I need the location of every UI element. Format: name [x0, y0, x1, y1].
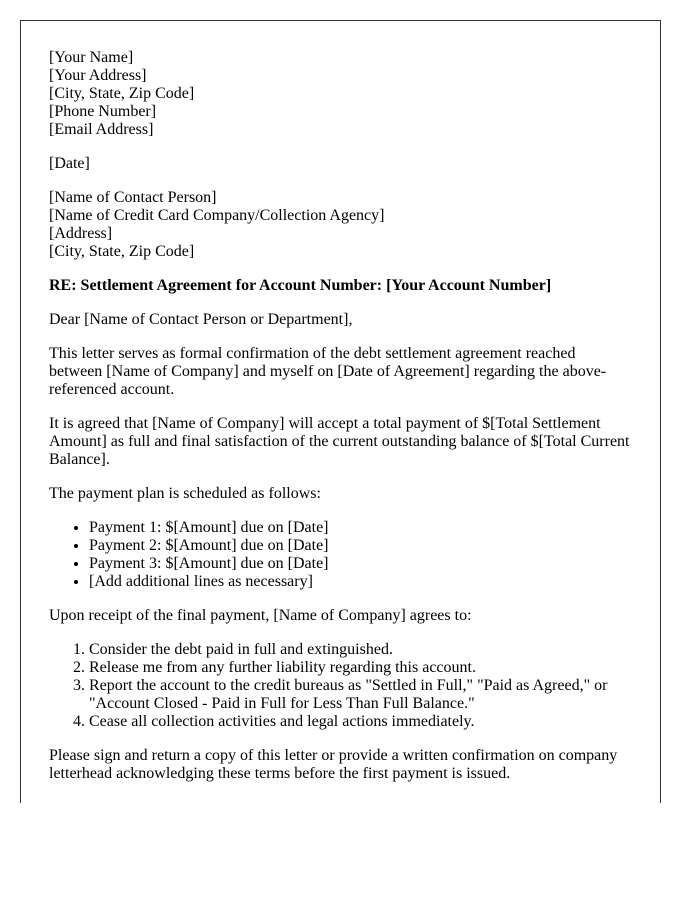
payment-item: • Payment 3: $[Amount] due on [Date]	[89, 555, 632, 573]
term-item: 4. Cease all collection activities and legal actions immediately.	[89, 713, 632, 731]
recipient-city: [City, State, Zip Code]	[49, 243, 195, 260]
payment-plan-intro: The payment plan is scheduled as follows:	[49, 485, 321, 502]
sender-address: [Your Address]	[49, 67, 147, 84]
payment-item: • Payment 1: $[Amount] due on [Date]	[89, 519, 632, 537]
recipient-company: [Name of Credit Card Company/Collection Agency]	[49, 207, 385, 224]
letter-page	[20, 20, 661, 803]
sender-block	[49, 49, 632, 139]
sender-city: [City, State, Zip Code]	[49, 85, 195, 102]
payment-item: • Payment 2: $[Amount] due on [Date]	[89, 537, 632, 555]
sender-phone: [Phone Number]	[49, 103, 157, 120]
paragraph-agreement: It is agreed that [Name of Company] will accept a total payment of $[Total Settlement Amount] as full and final satisfaction of the current outstanding balance of $[Total Current Balance].	[49, 415, 630, 468]
letter-date: [Date]	[49, 155, 90, 172]
term-item: 2. Release me from any further liability regarding this account.	[89, 659, 632, 677]
term-item: 1. Consider the debt paid in full and extinguished.	[89, 641, 632, 659]
sender-email: [Email Address]	[49, 121, 154, 138]
recipient-address: [Address]	[49, 225, 113, 242]
recipient-contact: [Name of Contact Person]	[49, 189, 217, 206]
paragraph-confirmation: This letter serves as formal confirmation of the debt settlement agreement reached between [Name of Company] and myself on [Date of Agreement] regarding the above-referenced account.	[49, 345, 607, 398]
closing-paragraph: Please sign and return a copy of this letter or provide a written confirmation on company letterhead acknowledging these terms before the first payment is issued.	[49, 747, 618, 782]
terms-intro: Upon receipt of the final payment, [Name of Company] agrees to:	[49, 607, 472, 624]
subject-line: RE: Settlement Agreement for Account Number: [Your Account Number]	[49, 277, 552, 294]
sender-name: [Your Name]	[49, 49, 134, 66]
recipient-block	[49, 189, 632, 261]
payment-item: • [Add additional lines as necessary]	[89, 573, 632, 591]
term-item: 3. Report the account to the credit bureaus as "Settled in Full," "Paid as Agreed," or "Account Closed - Paid in Full for Less Than Full Balance."	[89, 677, 632, 713]
terms-list	[49, 641, 632, 731]
payment-list	[49, 519, 632, 591]
salutation: Dear [Name of Contact Person or Department],	[49, 311, 353, 328]
